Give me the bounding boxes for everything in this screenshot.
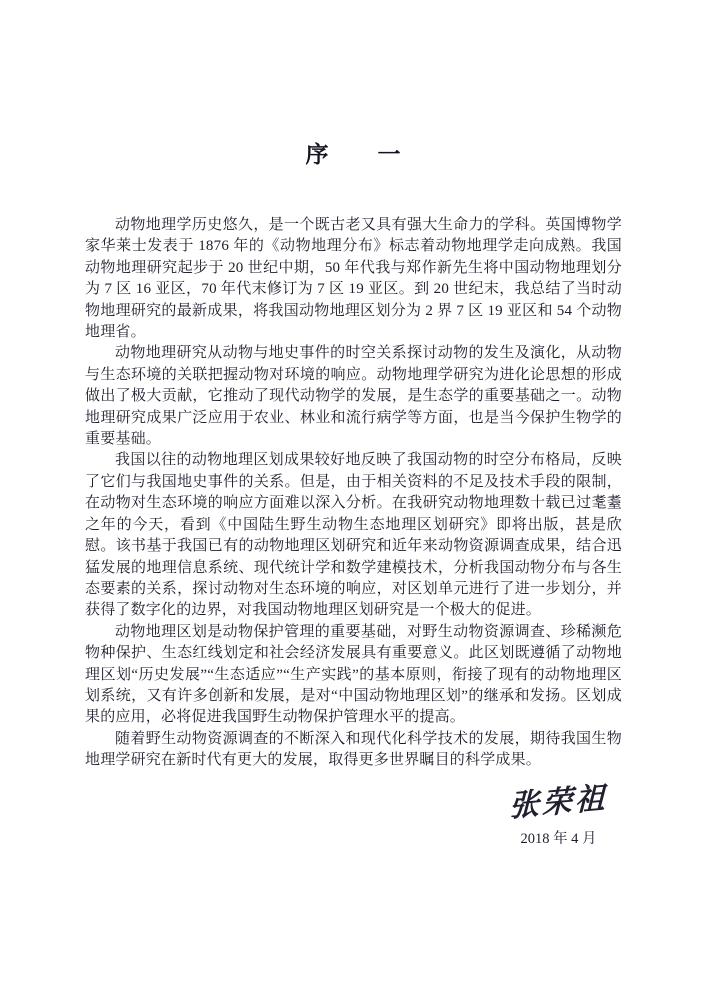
- content-column: [85, 136, 622, 848]
- page-title: 序 一: [305, 142, 402, 167]
- paragraph: 动物地理学历史悠久，是一个既古老又具有强大生命力的学科。英国博物学家华莱士发表于 1876 年的《动物地理分布》标志着动物地理学走向成熟。我国动物地理研究起步于 20 世纪中期，50 年代我与郑作新先生将中国动物地理划分为 7 区 16 亚区，70 年代末修订为 7 区 19 亚区。到 20 世纪末，我总结了当时动物地理研究的最新成果，将我国动物地理区划分为 2 界 7 区 19 亚区和 54 个动物地理省。: [85, 217, 622, 341]
- signature-block: [508, 781, 609, 848]
- paragraph: 随着野生动物资源调查的不断深入和现代化科学技术的发展，期待我国生物地理学研究在新时代有更大的发展，取得更多世界瞩目的科学成果。: [85, 730, 622, 769]
- paragraph: 我国以往的动物地理区划成果较好地反映了我国动物的时空分布格局，反映了它们与我国地史事件的关系。但是，由于相关资料的不足及技术手段的限制，在动物对生态环境的响应方面难以深入分析。在我研究动物地理数十载已过耄耋之年的今天，看到《中国陆生野生动物生态地理区划研究》即将出版，甚是欣慰。该书基于我国已有的动物地理区划研究和近年来动物资源调查成果，结合迅猛发展的地理信息系统、现代统计学和数学建模技术，分析我国动物分布与各生态要素的关系，探讨动物对生态环境的响应，对区划单元进行了进一步划分，并获得了数字化的边界，对我国动物地理区划研究是一个极大的促进。: [85, 452, 622, 619]
- paragraph: 动物地理区划是动物保护管理的重要基础，对野生动物资源调查、珍稀濒危物种保护、生态红线划定和社会经济发展具有重要意义。此区划既遵循了动物地理区划“历史发展”“生态适应”“生产实践”的基本原则，衔接了现有的动物地理区划系统，又有许多创新和发展，是对“中国动物地理区划”的继承和发扬。区划成果的应用，必将促进我国野生动物保护管理水平的提高。: [85, 623, 622, 726]
- date-text: 2018 年 4 月: [520, 830, 597, 847]
- paragraph: 动物地理研究从动物与地史事件的时空关系探讨动物的发生及演化，从动物与生态环境的关联把握动物对环境的响应。动物地理学研究为进化论思想的形成做出了极大贡献，它推动了现代动物学的发展，是生态学的重要基础之一。动物地理研究成果广泛应用于农业、林业和流行病学等方面，也是当今保护生物学的重要基础。: [85, 345, 622, 448]
- signature: 张荣祖: [508, 781, 609, 823]
- body-text: [85, 215, 622, 772]
